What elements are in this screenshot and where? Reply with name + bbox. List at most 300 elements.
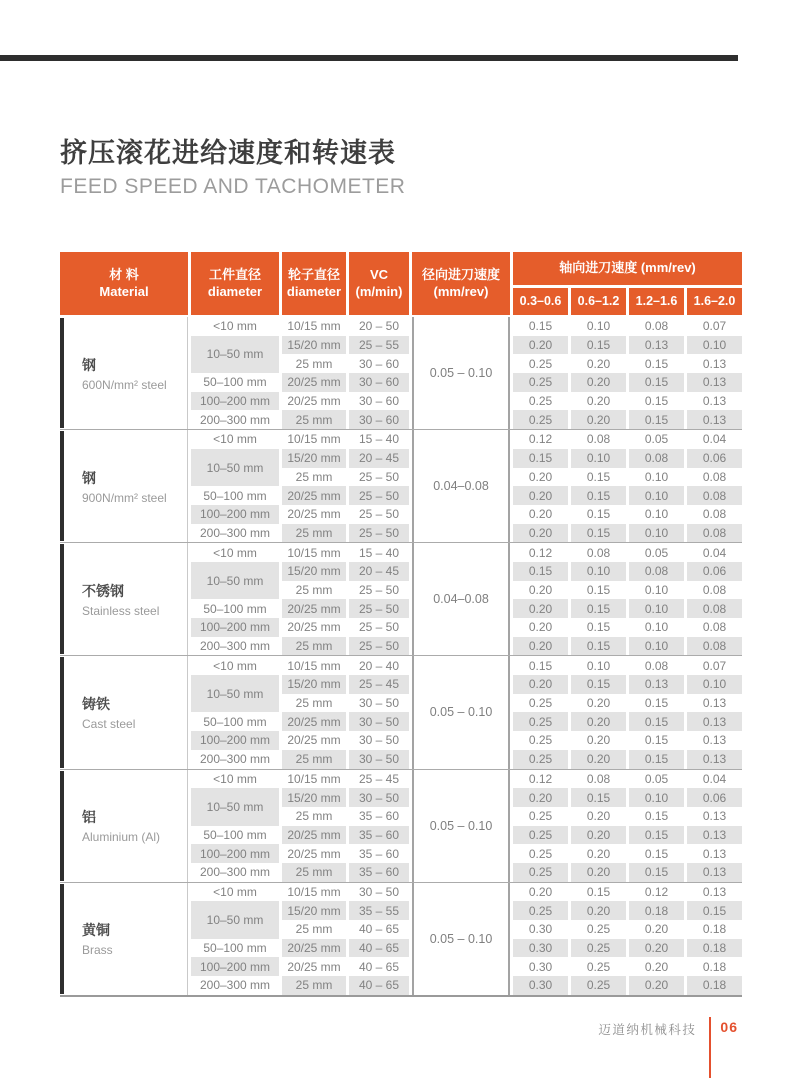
axial-feed-cell: 0.08 (629, 562, 684, 581)
axial-feed-cell: 0.13 (702, 696, 727, 711)
roller-diameter-cell: 20/25 mm (287, 507, 341, 522)
axial-feed-cell: 0.20 (528, 507, 553, 522)
axial-feed-cell: 0.07 (702, 319, 727, 334)
vc-cell: 25 – 50 (358, 582, 400, 597)
axial-feed-cell: 0.25 (528, 846, 553, 861)
workpiece-diameter-cell: 100–200 mm (191, 957, 279, 976)
header-material-en: Material (99, 283, 149, 299)
vc-cell: 30 – 60 (349, 373, 409, 392)
axial-feed-cell: 0.20 (528, 884, 553, 899)
workpiece-diameter-cell: <10 mm (213, 432, 257, 447)
vc-cell: 40 – 65 (349, 939, 409, 958)
workpiece-diameter-cell: 200–300 mm (199, 412, 271, 427)
workpiece-diameter-cell: 200–300 mm (199, 525, 271, 540)
axial-feed-cell: 0.10 (586, 319, 611, 334)
header-roller-diameter (282, 252, 346, 315)
axial-feed-cell: 0.25 (513, 712, 568, 731)
roller-diameter-cell: 15/20 mm (282, 788, 346, 807)
axial-feed-cell: 0.15 (586, 507, 611, 522)
roller-diameter-cell: 25 mm (295, 469, 333, 484)
axial-feed-cell: 0.15 (586, 884, 611, 899)
vc-cell: 25 – 45 (358, 771, 400, 786)
axial-feed-cell: 0.25 (528, 356, 553, 371)
vc-cell: 35 – 60 (349, 826, 409, 845)
vc-cell: 25 – 50 (349, 524, 409, 543)
table-body (60, 317, 742, 997)
axial-feed-cell: 0.08 (687, 599, 742, 618)
axial-feed-cell: 0.20 (586, 846, 611, 861)
page-title-zh: 挤压滚花进给速度和转速表 (60, 138, 396, 168)
header-workpiece-zh: 工件直径 (208, 266, 261, 282)
header-roller-zh: 轮子直径 (287, 266, 340, 282)
vc-cell: 35 – 60 (358, 809, 400, 824)
page-footer (598, 1017, 738, 1078)
axial-feed-cell: 0.10 (644, 620, 669, 635)
axial-feed-cell: 0.15 (644, 809, 669, 824)
axial-feed-cell: 0.20 (513, 486, 568, 505)
roller-diameter-cell: 25 mm (295, 582, 333, 597)
axial-feed-cell: 0.15 (644, 356, 669, 371)
vc-cell: 25 – 55 (349, 336, 409, 355)
axial-feed-cell: 0.15 (571, 675, 626, 694)
vc-cell: 20 – 45 (349, 449, 409, 468)
material-group (60, 883, 742, 997)
material-group (60, 430, 742, 543)
axial-feed-cell: 0.08 (586, 771, 611, 786)
workpiece-diameter-cell: 50–100 mm (203, 601, 267, 616)
axial-feed-cell: 0.06 (687, 562, 742, 581)
vc-cell: 30 – 50 (358, 733, 400, 748)
axial-feed-cell: 0.25 (513, 373, 568, 392)
roller-diameter-cell: 20/25 mm (287, 846, 341, 861)
axial-feed-cell: 0.10 (629, 637, 684, 656)
header-axial-feed-title: 轴向进刀速度 (mm/rev) (513, 252, 742, 285)
axial-feed-cell: 0.10 (571, 449, 626, 468)
axial-feed-cell: 0.04 (702, 545, 727, 560)
axial-feed-cell: 0.20 (528, 582, 553, 597)
axial-feed-cell: 0.15 (528, 658, 553, 673)
axial-feed-cell: 0.10 (629, 788, 684, 807)
vc-cell: 25 – 45 (349, 675, 409, 694)
axial-feed-cell: 0.13 (629, 336, 684, 355)
workpiece-diameter-cell: 50–100 mm (203, 941, 267, 956)
axial-feed-cell: 0.15 (629, 410, 684, 429)
roller-diameter-cell: 25 mm (295, 922, 333, 937)
page-title-en: FEED SPEED AND TACHOMETER (60, 175, 406, 199)
axial-feed-cell: 0.20 (571, 410, 626, 429)
axial-feed-cell: 0.10 (644, 582, 669, 597)
workpiece-diameter-cell: <10 mm (213, 319, 257, 334)
roller-diameter-cell: 25 mm (282, 410, 346, 429)
vc-cell: 25 – 50 (358, 507, 400, 522)
axial-feed-cell: 0.15 (644, 394, 669, 409)
roller-diameter-cell: 20/25 mm (287, 394, 341, 409)
header-axial-range-4: 1.6–2.0 (687, 288, 742, 315)
axial-feed-cell: 0.13 (687, 712, 742, 731)
workpiece-diameter-cell: 10–50 mm (191, 336, 279, 373)
axial-feed-cell: 0.15 (644, 846, 669, 861)
roller-diameter-cell: 15/20 mm (282, 336, 346, 355)
axial-feed-cell: 0.18 (702, 959, 727, 974)
group-accent-bar (60, 544, 64, 654)
axial-feed-cell: 0.08 (702, 620, 727, 635)
roller-diameter-cell: 15/20 mm (282, 901, 346, 920)
axial-feed-cell: 0.20 (629, 939, 684, 958)
axial-feed-cell: 0.08 (687, 637, 742, 656)
group-accent-bar (60, 771, 64, 881)
vc-cell: 30 – 50 (349, 788, 409, 807)
roller-diameter-cell: 20/25 mm (282, 599, 346, 618)
axial-feed-cell: 0.08 (644, 319, 669, 334)
roller-diameter-cell: 15/20 mm (282, 562, 346, 581)
axial-feed-cell: 0.08 (644, 658, 669, 673)
vc-cell: 40 – 65 (358, 959, 400, 974)
workpiece-diameter-cell: 100–200 mm (191, 731, 279, 750)
axial-feed-cell: 0.13 (702, 733, 727, 748)
axial-feed-cell: 0.20 (513, 675, 568, 694)
vc-cell: 30 – 60 (349, 410, 409, 429)
vc-cell: 25 – 50 (349, 486, 409, 505)
vc-cell: 35 – 55 (349, 901, 409, 920)
axial-feed-cell: 0.15 (571, 486, 626, 505)
header-axial-range-1: 0.3–0.6 (513, 288, 568, 315)
roller-diameter-cell: 10/15 mm (287, 884, 341, 899)
title-block (60, 138, 405, 199)
axial-feed-cell: 0.12 (528, 432, 553, 447)
vc-cell: 25 – 50 (349, 599, 409, 618)
workpiece-diameter-cell: 50–100 mm (203, 375, 267, 390)
vc-cell: 30 – 50 (358, 884, 400, 899)
axial-feed-cell: 0.07 (702, 658, 727, 673)
material-name-zh: 钢 (82, 469, 96, 486)
axial-feed-cell: 0.04 (702, 432, 727, 447)
axial-feed-cell: 0.30 (528, 922, 553, 937)
material-group (60, 770, 742, 883)
axial-feed-cell: 0.30 (528, 959, 553, 974)
workpiece-diameter-cell: 100–200 mm (191, 505, 279, 524)
axial-feed-cell: 0.18 (629, 901, 684, 920)
material-cell (60, 543, 188, 655)
axial-feed-cell: 0.15 (644, 733, 669, 748)
roller-diameter-cell: 20/25 mm (282, 826, 346, 845)
vc-cell: 15 – 40 (358, 545, 400, 560)
top-rule (0, 55, 738, 61)
radial-feed-cell: 0.05 – 0.10 (412, 656, 510, 768)
axial-feed-cell: 0.25 (513, 863, 568, 882)
axial-feed-cell: 0.10 (629, 486, 684, 505)
roller-diameter-cell: 20/25 mm (282, 712, 346, 731)
axial-feed-cell: 0.20 (644, 959, 669, 974)
axial-feed-cell: 0.25 (513, 750, 568, 769)
vc-cell: 30 – 50 (349, 712, 409, 731)
radial-feed-cell: 0.05 – 0.10 (412, 317, 510, 429)
radial-feed-cell: 0.05 – 0.10 (412, 883, 510, 995)
axial-feed-cell: 0.18 (687, 939, 742, 958)
workpiece-diameter-cell: 10–50 mm (191, 675, 279, 712)
vc-cell: 30 – 50 (349, 750, 409, 769)
axial-feed-cell: 0.20 (586, 696, 611, 711)
roller-diameter-cell: 10/15 mm (287, 545, 341, 560)
vc-cell: 20 – 40 (358, 658, 400, 673)
axial-feed-cell: 0.25 (528, 696, 553, 711)
material-name-zh: 黄铜 (82, 922, 110, 939)
roller-diameter-cell: 15/20 mm (282, 675, 346, 694)
axial-feed-cell: 0.08 (586, 545, 611, 560)
material-name-zh: 铸铁 (82, 695, 110, 712)
axial-feed-cell: 0.13 (702, 884, 727, 899)
axial-feed-cell: 0.08 (586, 432, 611, 447)
header-radial-zh: 径向进刀速度 (421, 266, 500, 282)
roller-diameter-cell: 25 mm (282, 524, 346, 543)
group-accent-bar (60, 318, 64, 428)
roller-diameter-cell: 25 mm (295, 356, 333, 371)
axial-feed-cell: 0.20 (513, 599, 568, 618)
axial-feed-cell: 0.20 (629, 976, 684, 995)
axial-feed-cell: 0.20 (571, 373, 626, 392)
header-workpiece-diameter (191, 252, 279, 315)
workpiece-diameter-cell: 10–50 mm (191, 449, 279, 486)
roller-diameter-cell: 10/15 mm (287, 658, 341, 673)
axial-feed-cell: 0.25 (571, 939, 626, 958)
axial-feed-cell: 0.20 (586, 733, 611, 748)
axial-feed-cell: 0.05 (644, 771, 669, 786)
axial-feed-cell: 0.13 (687, 863, 742, 882)
axial-feed-cell: 0.10 (687, 675, 742, 694)
material-name-zh: 铝 (82, 809, 96, 826)
axial-feed-cell: 0.13 (687, 373, 742, 392)
workpiece-diameter-cell: 100–200 mm (191, 392, 279, 411)
header-radial-en: (mm/rev) (433, 283, 489, 299)
header-vc-line1: VC (369, 266, 389, 282)
workpiece-diameter-cell: 10–50 mm (191, 562, 279, 599)
vc-cell: 20 – 45 (349, 562, 409, 581)
axial-feed-cell: 0.20 (586, 809, 611, 824)
header-workpiece-en: diameter (207, 283, 263, 299)
material-name-en: Brass (82, 943, 113, 958)
axial-feed-cell: 0.15 (586, 620, 611, 635)
axial-feed-cell: 0.08 (687, 524, 742, 543)
axial-feed-cell: 0.25 (586, 922, 611, 937)
axial-feed-cell: 0.20 (571, 826, 626, 845)
axial-feed-cell: 0.10 (629, 599, 684, 618)
roller-diameter-cell: 10/15 mm (287, 319, 341, 334)
axial-feed-cell: 0.05 (644, 432, 669, 447)
workpiece-diameter-cell: <10 mm (213, 545, 257, 560)
material-name-en: 600N/mm² steel (82, 377, 167, 392)
vc-cell: 25 – 50 (358, 469, 400, 484)
axial-feed-cell: 0.15 (513, 562, 568, 581)
material-name-en: Stainless steel (82, 603, 160, 618)
workpiece-diameter-cell: 200–300 mm (199, 639, 271, 654)
vc-cell: 30 – 60 (358, 394, 400, 409)
material-group (60, 317, 742, 430)
axial-feed-cell: 0.20 (513, 336, 568, 355)
axial-feed-cell: 0.15 (528, 319, 553, 334)
axial-feed-cell: 0.15 (629, 712, 684, 731)
axial-feed-cell: 0.20 (513, 788, 568, 807)
axial-feed-cell: 0.20 (528, 620, 553, 635)
axial-feed-cell: 0.15 (629, 863, 684, 882)
workpiece-diameter-cell: 200–300 mm (199, 752, 271, 767)
roller-diameter-cell: 20/25 mm (282, 373, 346, 392)
axial-feed-cell: 0.20 (571, 901, 626, 920)
vc-cell: 20 – 50 (358, 319, 400, 334)
vc-cell: 40 – 65 (349, 976, 409, 995)
roller-diameter-cell: 10/15 mm (287, 771, 341, 786)
material-name-en: 900N/mm² steel (82, 490, 167, 505)
roller-diameter-cell: 25 mm (295, 696, 333, 711)
axial-feed-cell: 0.20 (644, 922, 669, 937)
axial-feed-cell: 0.08 (702, 507, 727, 522)
axial-feed-cell: 0.15 (644, 696, 669, 711)
vc-cell: 15 – 40 (358, 432, 400, 447)
axial-feed-cell: 0.18 (702, 922, 727, 937)
group-accent-bar (60, 431, 64, 541)
axial-feed-cell: 0.12 (528, 771, 553, 786)
roller-diameter-cell: 25 mm (282, 863, 346, 882)
vc-cell: 40 – 65 (358, 922, 400, 937)
header-radial-feed (412, 252, 510, 315)
workpiece-diameter-cell: 50–100 mm (203, 827, 267, 842)
workpiece-diameter-cell: 10–50 mm (191, 901, 279, 938)
axial-feed-cell: 0.25 (528, 394, 553, 409)
axial-feed-cell: 0.10 (644, 507, 669, 522)
axial-feed-cell: 0.15 (571, 336, 626, 355)
roller-diameter-cell: 20/25 mm (287, 620, 341, 635)
radial-feed-cell: 0.04–0.08 (412, 430, 510, 542)
group-accent-bar (60, 657, 64, 767)
axial-feed-cell: 0.25 (571, 976, 626, 995)
axial-feed-cell: 0.20 (571, 712, 626, 731)
workpiece-diameter-cell: 200–300 mm (199, 865, 271, 880)
axial-feed-cell: 0.15 (629, 750, 684, 769)
workpiece-diameter-cell: <10 mm (213, 771, 257, 786)
roller-diameter-cell: 25 mm (282, 976, 346, 995)
axial-feed-cell: 0.10 (586, 658, 611, 673)
axial-feed-cell: 0.13 (702, 356, 727, 371)
table-header (60, 252, 742, 315)
axial-feed-cell: 0.13 (687, 410, 742, 429)
axial-feed-cell: 0.15 (571, 524, 626, 543)
workpiece-diameter-cell: 50–100 mm (203, 488, 267, 503)
axial-feed-cell: 0.06 (687, 449, 742, 468)
roller-diameter-cell: 10/15 mm (287, 432, 341, 447)
radial-feed-cell: 0.04–0.08 (412, 543, 510, 655)
axial-feed-cell: 0.10 (687, 336, 742, 355)
axial-feed-cell: 0.25 (513, 901, 568, 920)
axial-feed-cell: 0.04 (702, 771, 727, 786)
material-cell (60, 430, 188, 542)
axial-feed-cell: 0.20 (571, 863, 626, 882)
material-name-en: Aluminium (Al) (82, 830, 161, 845)
axial-feed-cell: 0.20 (513, 637, 568, 656)
material-cell (60, 317, 188, 429)
axial-feed-cell: 0.15 (687, 901, 742, 920)
roller-diameter-cell: 15/20 mm (282, 449, 346, 468)
header-axial-range-2: 0.6–1.2 (571, 288, 626, 315)
vc-cell: 25 – 50 (358, 620, 400, 635)
axial-feed-cell: 0.08 (702, 469, 727, 484)
roller-diameter-cell: 20/25 mm (282, 939, 346, 958)
workpiece-diameter-cell: 100–200 mm (191, 844, 279, 863)
axial-feed-cell: 0.20 (513, 524, 568, 543)
axial-feed-cell: 0.25 (586, 959, 611, 974)
workpiece-diameter-cell: <10 mm (213, 658, 257, 673)
roller-diameter-cell: 20/25 mm (287, 733, 341, 748)
feed-speed-table (60, 252, 742, 997)
axial-feed-cell: 0.20 (528, 469, 553, 484)
roller-diameter-cell: 25 mm (282, 637, 346, 656)
footer-divider (709, 1017, 711, 1078)
vc-cell: 35 – 60 (349, 863, 409, 882)
axial-feed-cell: 0.30 (513, 939, 568, 958)
axial-feed-cell: 0.30 (513, 976, 568, 995)
footer-company-name: 迈道纳机械科技 (598, 1023, 697, 1037)
material-name-en: Cast steel (82, 716, 136, 731)
material-group (60, 543, 742, 656)
axial-feed-cell: 0.10 (629, 524, 684, 543)
workpiece-diameter-cell: 50–100 mm (203, 714, 267, 729)
header-roller-en: diameter (286, 283, 342, 299)
axial-feed-cell: 0.10 (644, 469, 669, 484)
axial-feed-cell: 0.25 (528, 733, 553, 748)
vc-cell: 25 – 50 (349, 637, 409, 656)
footer-page-number: 06 (720, 1019, 738, 1035)
axial-feed-cell: 0.13 (702, 809, 727, 824)
workpiece-diameter-cell: <10 mm (213, 884, 257, 899)
axial-feed-cell: 0.13 (687, 750, 742, 769)
material-name-zh: 钢 (82, 356, 96, 373)
axial-feed-cell: 0.15 (629, 826, 684, 845)
material-group (60, 656, 742, 769)
header-material-zh: 材 料 (109, 266, 139, 282)
axial-feed-cell: 0.13 (702, 846, 727, 861)
axial-feed-cell: 0.10 (571, 562, 626, 581)
material-cell (60, 770, 188, 882)
header-material (60, 252, 188, 315)
material-cell (60, 883, 188, 995)
axial-feed-cell: 0.25 (528, 809, 553, 824)
axial-feed-cell: 0.20 (571, 750, 626, 769)
axial-feed-cell: 0.08 (702, 582, 727, 597)
axial-feed-cell: 0.05 (644, 545, 669, 560)
roller-diameter-cell: 20/25 mm (287, 959, 341, 974)
axial-feed-cell: 0.13 (629, 675, 684, 694)
group-accent-bar (60, 884, 64, 994)
axial-feed-cell: 0.13 (687, 826, 742, 845)
axial-feed-cell: 0.06 (687, 788, 742, 807)
material-name-zh: 不锈钢 (82, 582, 124, 599)
header-axial-range-3: 1.2–1.6 (629, 288, 684, 315)
axial-feed-cell: 0.25 (513, 826, 568, 845)
axial-feed-cell: 0.15 (513, 449, 568, 468)
workpiece-diameter-cell: 100–200 mm (191, 618, 279, 637)
axial-feed-cell: 0.15 (586, 582, 611, 597)
axial-feed-cell: 0.12 (644, 884, 669, 899)
radial-feed-cell: 0.05 – 0.10 (412, 770, 510, 882)
header-vc (349, 252, 409, 315)
material-cell (60, 656, 188, 768)
workpiece-diameter-cell: 200–300 mm (199, 978, 271, 993)
axial-feed-cell: 0.12 (528, 545, 553, 560)
vc-cell: 30 – 50 (358, 696, 400, 711)
axial-feed-cell: 0.20 (586, 394, 611, 409)
axial-feed-cell: 0.15 (629, 373, 684, 392)
header-vc-line2: (m/min) (355, 283, 403, 299)
axial-feed-cell: 0.18 (687, 976, 742, 995)
axial-feed-cell: 0.25 (513, 410, 568, 429)
roller-diameter-cell: 25 mm (282, 750, 346, 769)
